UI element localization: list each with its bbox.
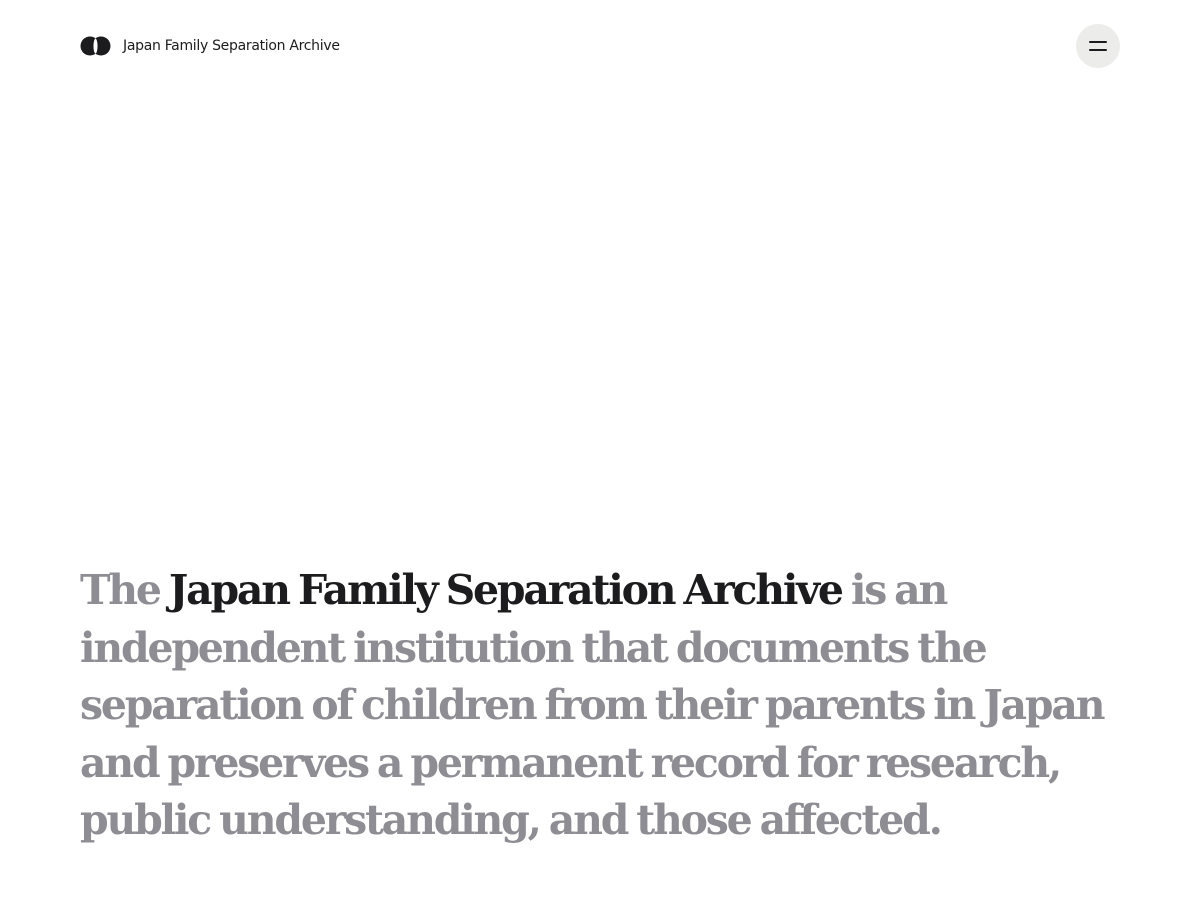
site-header	[80, 24, 1120, 68]
menu-button[interactable]	[1076, 24, 1120, 68]
hamburger-menu-icon	[1089, 41, 1107, 51]
statement-lead: The	[80, 566, 160, 614]
interlocking-ovals-icon	[80, 36, 111, 56]
brand-name: Japan Family Separation Archive	[123, 38, 340, 54]
statement-body: is an independent institution that documents the separation of children from their parents in Japan and preserves a permanent record for research, public understanding, and those affected.	[80, 566, 1104, 844]
brand-home-link[interactable]	[80, 36, 340, 56]
statement-archive-name: Japan Family Separation Archive	[168, 566, 842, 614]
mission-statement	[80, 562, 1125, 850]
